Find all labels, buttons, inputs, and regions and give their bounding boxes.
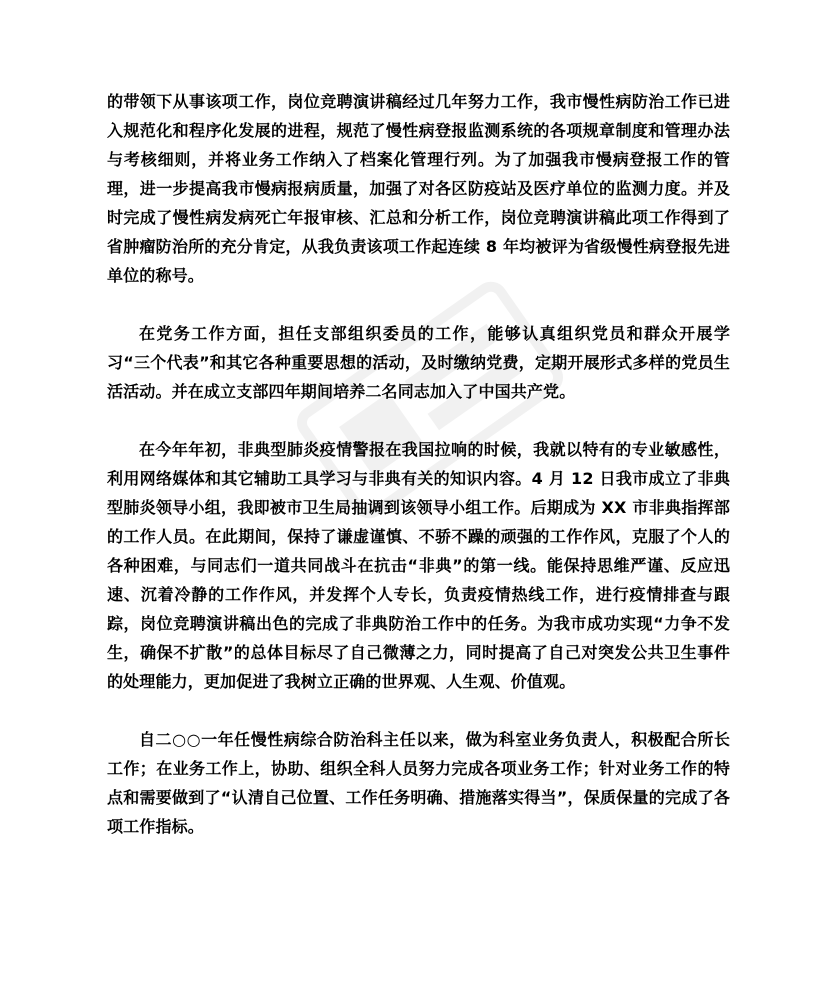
paragraph-gap xyxy=(107,406,730,435)
paragraph-party-work: 在党务工作方面，担任支部组织委员的工作，能够认真组织党员和群众开展学习“三个代表”和其它各种重要思想的活动，及时缴纳党费，定期开展形式多样的党员生活活动。并在成立支部四年期间培养二名同志加入了中国共产党。 xyxy=(107,324,730,401)
document-body xyxy=(107,87,730,841)
paragraph-continued: 的带领下从事该项工作，岗位竞聘演讲稿经过几年努力工作，我市慢性病防治工作已进入规范化和程序化发展的进程，规范了慢性病登报监测系统的各项规章制度和管理办法与考核细则，并将业务工作纳入了档案化管理行列。为了加强我市慢病登报工作的管理，进一步提高我市慢病报病质量，加强了对各区防疫站及医疗单位的监测力度。并及时完成了慢性病发病死亡年报审核、汇总和分析工作，岗位竞聘演讲稿此项工作得到了省肿瘤防治所的充分肯定，从我负责该项工作起连续 8 年均被评为省级慢性病登报先进单位的称号。 xyxy=(107,92,730,285)
paragraph-department-work: 自二○○一年任慢性病综合防治科主任以来，做为科室业务负责人，积极配合所长工作；在业务工作上，协助、组织全科人员努力完成各项业务工作；针对业务工作的特点和需要做到了“认清自己位置、工作任务明确、措施落实得当”，保质保量的完成了各项工作指标。 xyxy=(107,730,730,836)
paragraph-gap xyxy=(107,696,730,725)
paragraph-sars-work: 在今年年初，非典型肺炎疫情警报在我国拉响的时候，我就以特有的专业敏感性，利用网络媒体和其它辅助工具学习与非典有关的知识内容。4 月 12 日我市成立了非典型肺炎领导小组，我即被市卫生局抽调到该领导小组工作。后期成为 XX 市非典指挥部的工作人员。在此期间，保持了谦虚谨慎、不骄不躁的顽强的工作作风，克服了个人的各种困难，与同志们一道共同战斗在抗击“非典”的第一线。能保持思维严谨、反应迅速、沉着冷静的工作作风，并发挥个人专长，负责疫情热线工作，进行疫情排查与跟踪，岗位竞聘演讲稿出色的完成了非典防治工作中的任务。为我市成功实现“力争不发生，确保不扩散”的总体目标尽了自己微薄之力，同时提高了自己对突发公共卫生事件的处理能力，更加促进了我树立正确的世界观、人生观、价值观。 xyxy=(107,440,730,691)
paragraph-gap xyxy=(107,290,730,319)
